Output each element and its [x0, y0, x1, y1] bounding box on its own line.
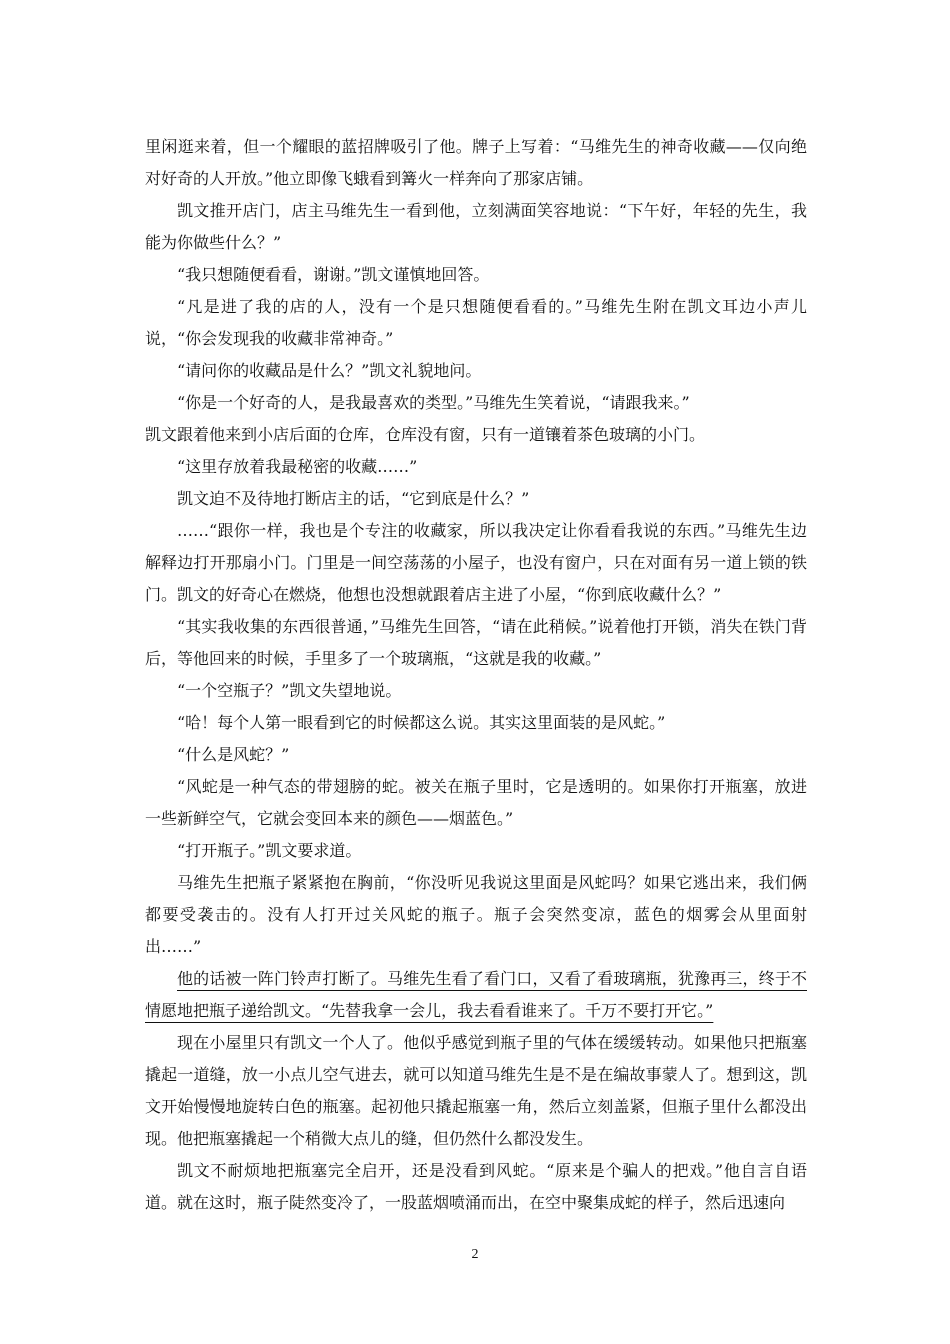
- paragraph: 凯文跟着他来到小店后面的仓库，仓库没有窗，只有一道镶着茶色玻璃的小门。: [145, 425, 706, 444]
- paragraph: 凯文迫不及待地打断店主的话，“它到底是什么？”: [177, 489, 530, 508]
- paragraph: “其实我收集的东西很普通，”马维先生回答，“请在此稍候。”说着他打开锁，消失在铁门背后，等他回来的时候，手里多了一个玻璃瓶，“这就是我的收藏。”: [145, 617, 807, 668]
- underlined-paragraph: 他的话被一阵门铃声打断了。马维先生看了看门口，又看了看玻璃瓶，犹豫再三，终于不情愿地把瓶子递给凯文。“先替我拿一会儿，我去看看谁来了。千万不要打开它。”: [145, 969, 807, 1020]
- paragraph: 里闲逛来着，但一个耀眼的蓝招牌吸引了他。牌子上写着：“马维先生的神奇收藏——仅向绝对好奇的人开放。”他立即像飞蛾看到篝火一样奔向了那家店铺。: [145, 137, 807, 188]
- paragraph: “请问你的收藏品是什么？”凯文礼貌地问。: [177, 361, 482, 380]
- paragraph: “一个空瓶子？”凯文失望地说。: [177, 681, 402, 700]
- paragraph: “哈！每个人第一眼看到它的时候都这么说。其实这里面装的是风蛇。”: [177, 713, 666, 732]
- paragraph: “我只想随便看看，谢谢。”凯文谨慎地回答。: [177, 265, 490, 284]
- paragraph: 现在小屋里只有凯文一个人了。他似乎感觉到瓶子里的气体在缓缓转动。如果他只把瓶塞撬起一道缝，放一小点儿空气进去，就可以知道马维先生是不是在编故事蒙人了。想到这，凯文开始慢慢地旋转白色的瓶塞。起初他只撬起瓶塞一角，然后立刻盖紧，但瓶子里什么都没出现。他把瓶塞撬起一个稍微大点儿的缝，但仍然什么都没发生。: [145, 1033, 807, 1148]
- paragraph: 凯文推开店门，店主马维先生一看到他，立刻满面笑容地说：“下午好，年轻的先生，我能为你做些什么？”: [145, 201, 807, 252]
- paragraph: “这里存放着我最秘密的收藏……”: [177, 457, 418, 476]
- paragraph: “凡是进了我的店的人，没有一个是只想随便看看的。”马维先生附在凯文耳边小声儿说，“你会发现我的收藏非常神奇。”: [145, 297, 807, 348]
- page-number: 2: [471, 1247, 479, 1262]
- paragraph: ……“跟你一样，我也是个专注的收藏家，所以我决定让你看看我说的东西。”马维先生边解释边打开那扇小门。门里是一间空荡荡的小屋子，也没有窗户，只在对面有另一道上锁的铁门。凯文的好奇心在燃烧，他想也没想就跟着店主进了小屋，“你到底收藏什么？”: [145, 521, 807, 604]
- paragraph: “什么是风蛇？”: [177, 745, 290, 764]
- paragraph: “你是一个好奇的人，是我最喜欢的类型。”马维先生笑着说，“请跟我来。”: [177, 393, 690, 412]
- document-body: [145, 131, 807, 1219]
- paragraph: 马维先生把瓶子紧紧抱在胸前，“你没听见我说这里面是风蛇吗？如果它逃出来，我们俩都要受袭击的。没有人打开过关风蛇的瓶子。瓶子会突然变凉，蓝色的烟雾会从里面射出……”: [145, 873, 807, 956]
- paragraph: 凯文不耐烦地把瓶塞完全启开，还是没看到风蛇。“原来是个骗人的把戏。”他自言自语道。就在这时，瓶子陡然变冷了，一股蓝烟喷涌而出，在空中聚集成蛇的样子，然后迅速向: [145, 1161, 807, 1212]
- paragraph: “风蛇是一种气态的带翅膀的蛇。被关在瓶子里时，它是透明的。如果你打开瓶塞，放进一些新鲜空气，它就会变回本来的颜色——烟蓝色。”: [145, 777, 807, 828]
- paragraph: “打开瓶子。”凯文要求道。: [177, 841, 362, 860]
